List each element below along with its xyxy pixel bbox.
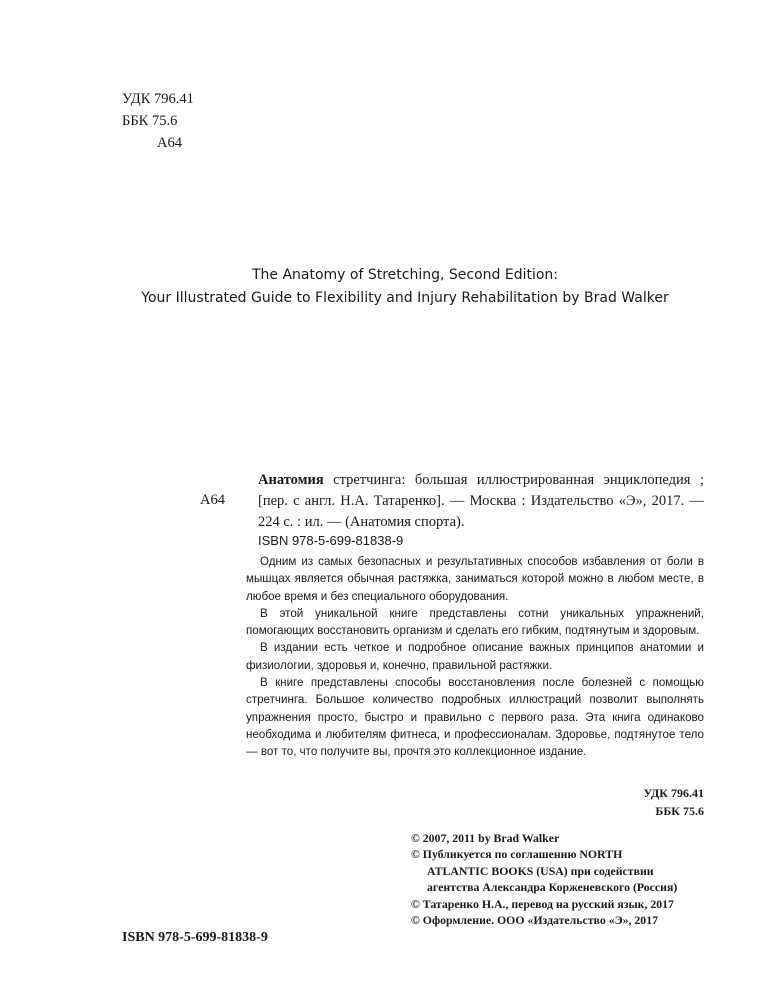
copyright-block [411, 830, 711, 928]
original-title-line-2: Your Illustrated Guide to Flexibility and Injury Rehabilitation by Brad Walker [141, 290, 669, 306]
annotation [246, 553, 704, 761]
author-mark: А64 [200, 492, 225, 508]
bibliographic-rest: стретчинга: большая иллюстрированная энциклопедия ; [пер. с англ. Н.А. Татаренко]. — Москва : Издательство «Э», 2017. — 224 с. : ил. — (Анатомия спорта). [258, 472, 704, 530]
classification-block-top [122, 88, 194, 154]
classification-block-bottom [560, 784, 704, 820]
annotation-paragraph: Одним из самых безопасных и результативных способов избавления от боли в мышцах является обычная растяжка, заниматься которой можно в любом месте, в любое время и без специального оборудования. [246, 555, 704, 603]
copyright-line: агентства Александра Корженевского (Россия) [427, 880, 678, 895]
bbk-code: ББК 75.6 [122, 113, 178, 129]
bibliographic-description [258, 470, 704, 533]
isbn-small: ISBN 978-5-699-81838-9 [258, 533, 404, 548]
annotation-paragraph: В этой уникальной книге представлены сотни уникальных упражнений, помогающих восстановить организм и сделать его гибким, подтянутым и здоровым. [246, 606, 704, 638]
copyright-line: © Публикуется по соглашению NORTH [411, 847, 623, 862]
original-title [100, 264, 710, 310]
udk-code-bottom: УДК 796.41 [643, 786, 704, 800]
copyright-line: © 2007, 2011 by Brad Walker [411, 831, 560, 845]
annotation-paragraph: В издании есть четкое и подробное описание важных принципов анатомии и физиологии, здоровья и, конечно, правильной растяжки. [246, 641, 704, 672]
isbn-bottom: ISBN 978-5-699-81838-9 [122, 930, 268, 945]
annotation-paragraph: В книге представлены способы восстановления после болезней с помощью стретчинга. Большое количество подробных иллюстраций позволит выполнять упражнения просто, быстро и правильно с первого раза. Эта книга одинаково необходима и любителям фитнеса, и профессионалам. Здоровье, подтянутое тело — вот то, что получите вы, прочтя это коллекционное издание. [246, 676, 704, 759]
copyright-line: © Татаренко Н.А., перевод на русский язык, 2017 [411, 896, 674, 911]
udk-code: УДК 796.41 [122, 91, 194, 107]
bbk-code-bottom: ББК 75.6 [655, 804, 704, 818]
author-code: А64 [157, 135, 182, 151]
copyright-line: ATLANTIC BOOKS (USA) при содействии [427, 863, 654, 878]
book-title-bold: Анатомия [258, 472, 324, 488]
copyright-line: © Оформление. ООО «Издательство «Э», 2017 [411, 913, 658, 928]
original-title-line-1: The Anatomy of Stretching, Second Edition: [251, 267, 559, 283]
